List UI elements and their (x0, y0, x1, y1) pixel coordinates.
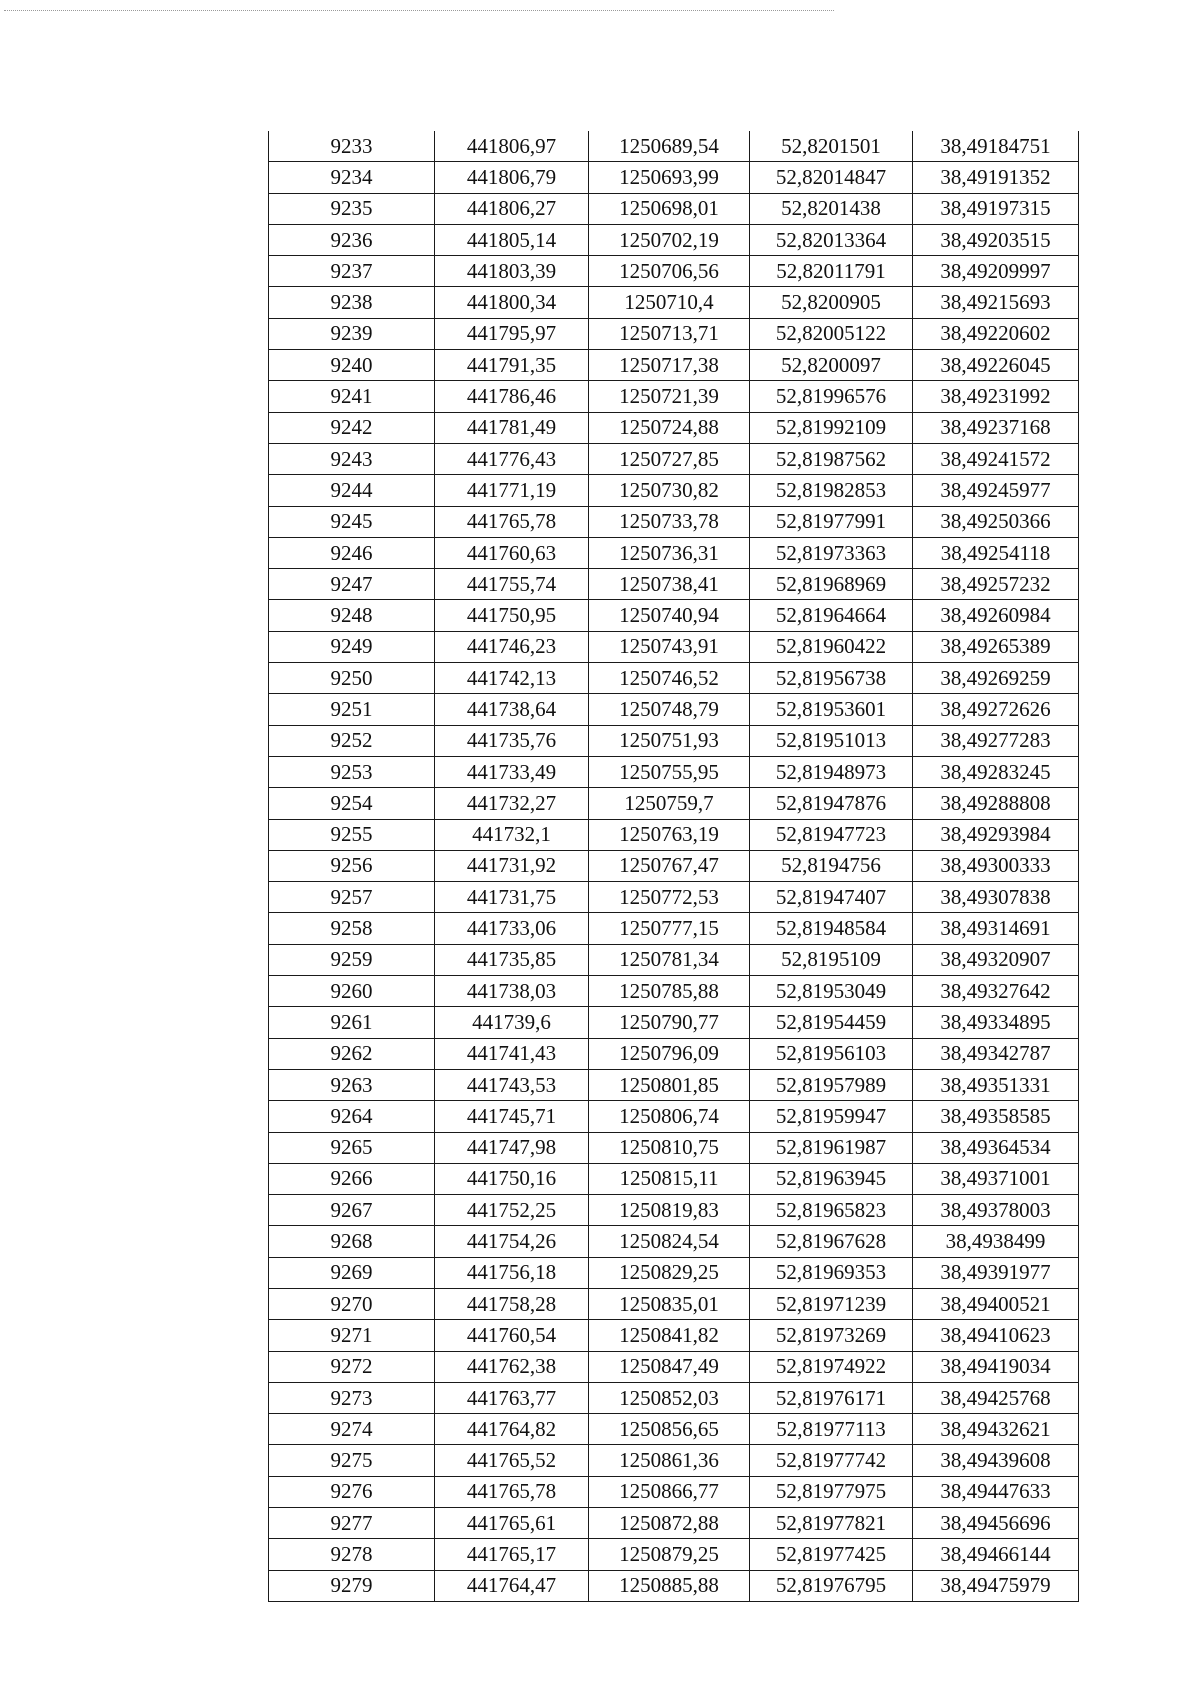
latitude-cell: 52,81987562 (750, 443, 913, 474)
point-number-cell: 9240 (269, 350, 435, 381)
y-coordinate-cell: 1250693,99 (589, 162, 750, 193)
x-coordinate-cell: 441763,77 (435, 1382, 589, 1413)
longitude-cell: 38,49410623 (913, 1320, 1079, 1351)
x-coordinate-cell: 441776,43 (435, 443, 589, 474)
table-row (269, 506, 1079, 537)
table-row (269, 412, 1079, 443)
longitude-cell: 38,49257232 (913, 569, 1079, 600)
point-number-cell: 9234 (269, 162, 435, 193)
x-coordinate-cell: 441750,16 (435, 1163, 589, 1194)
y-coordinate-cell: 1250710,4 (589, 287, 750, 318)
y-coordinate-cell: 1250724,88 (589, 412, 750, 443)
point-number-cell: 9268 (269, 1226, 435, 1257)
y-coordinate-cell: 1250746,52 (589, 663, 750, 694)
longitude-cell: 38,49293984 (913, 819, 1079, 850)
y-coordinate-cell: 1250733,78 (589, 506, 750, 537)
table-row (269, 475, 1079, 506)
longitude-cell: 38,49220602 (913, 318, 1079, 349)
point-number-cell: 9267 (269, 1195, 435, 1226)
latitude-cell: 52,81947723 (750, 819, 913, 850)
longitude-cell: 38,49371001 (913, 1163, 1079, 1194)
table-row (269, 1476, 1079, 1507)
y-coordinate-cell: 1250738,41 (589, 569, 750, 600)
y-coordinate-cell: 1250748,79 (589, 694, 750, 725)
y-coordinate-cell: 1250772,53 (589, 882, 750, 913)
latitude-cell: 52,81951013 (750, 725, 913, 756)
latitude-cell: 52,81959947 (750, 1101, 913, 1132)
y-coordinate-cell: 1250702,19 (589, 224, 750, 255)
point-number-cell: 9248 (269, 600, 435, 631)
latitude-cell: 52,8194756 (750, 850, 913, 881)
longitude-cell: 38,49241572 (913, 443, 1079, 474)
table-row (269, 1539, 1079, 1570)
x-coordinate-cell: 441803,39 (435, 256, 589, 287)
longitude-cell: 38,49237168 (913, 412, 1079, 443)
y-coordinate-cell: 1250819,83 (589, 1195, 750, 1226)
table-row (269, 318, 1079, 349)
table-row (269, 1508, 1079, 1539)
x-coordinate-cell: 441806,97 (435, 131, 589, 162)
x-coordinate-cell: 441771,19 (435, 475, 589, 506)
y-coordinate-cell: 1250861,36 (589, 1445, 750, 1476)
point-number-cell: 9245 (269, 506, 435, 537)
latitude-cell: 52,81947876 (750, 788, 913, 819)
y-coordinate-cell: 1250713,71 (589, 318, 750, 349)
latitude-cell: 52,81967628 (750, 1226, 913, 1257)
point-number-cell: 9244 (269, 475, 435, 506)
x-coordinate-cell: 441747,98 (435, 1132, 589, 1163)
latitude-cell: 52,81963945 (750, 1163, 913, 1194)
longitude-cell: 38,49245977 (913, 475, 1079, 506)
table-row (269, 600, 1079, 631)
latitude-cell: 52,81953049 (750, 976, 913, 1007)
longitude-cell: 38,49300333 (913, 850, 1079, 881)
point-number-cell: 9273 (269, 1382, 435, 1413)
y-coordinate-cell: 1250824,54 (589, 1226, 750, 1257)
point-number-cell: 9246 (269, 537, 435, 568)
table-row (269, 1351, 1079, 1382)
table-row (269, 381, 1079, 412)
table-row (269, 1570, 1079, 1601)
longitude-cell: 38,49425768 (913, 1382, 1079, 1413)
point-number-cell: 9252 (269, 725, 435, 756)
y-coordinate-cell: 1250835,01 (589, 1288, 750, 1319)
point-number-cell: 9274 (269, 1414, 435, 1445)
y-coordinate-cell: 1250785,88 (589, 976, 750, 1007)
longitude-cell: 38,49456696 (913, 1508, 1079, 1539)
longitude-cell: 38,49184751 (913, 131, 1079, 162)
table-row (269, 976, 1079, 1007)
table-row (269, 1163, 1079, 1194)
table-row (269, 1132, 1079, 1163)
latitude-cell: 52,81973269 (750, 1320, 913, 1351)
x-coordinate-cell: 441731,92 (435, 850, 589, 881)
latitude-cell: 52,81977113 (750, 1414, 913, 1445)
longitude-cell: 38,49400521 (913, 1288, 1079, 1319)
table-row (269, 224, 1079, 255)
longitude-cell: 38,49254118 (913, 537, 1079, 568)
latitude-cell: 52,81954459 (750, 1007, 913, 1038)
x-coordinate-cell: 441765,78 (435, 506, 589, 537)
y-coordinate-cell: 1250717,38 (589, 350, 750, 381)
latitude-cell: 52,8200905 (750, 287, 913, 318)
coordinate-table-body (269, 131, 1079, 1601)
point-number-cell: 9270 (269, 1288, 435, 1319)
y-coordinate-cell: 1250755,95 (589, 756, 750, 787)
x-coordinate-cell: 441742,13 (435, 663, 589, 694)
y-coordinate-cell: 1250736,31 (589, 537, 750, 568)
x-coordinate-cell: 441756,18 (435, 1257, 589, 1288)
longitude-cell: 38,49466144 (913, 1539, 1079, 1570)
latitude-cell: 52,81964664 (750, 600, 913, 631)
latitude-cell: 52,8201438 (750, 193, 913, 224)
latitude-cell: 52,81961987 (750, 1132, 913, 1163)
x-coordinate-cell: 441754,26 (435, 1226, 589, 1257)
point-number-cell: 9265 (269, 1132, 435, 1163)
longitude-cell: 38,49283245 (913, 756, 1079, 787)
coordinate-table (268, 131, 1079, 1602)
longitude-cell: 38,49307838 (913, 882, 1079, 913)
table-row (269, 1069, 1079, 1100)
point-number-cell: 9257 (269, 882, 435, 913)
x-coordinate-cell: 441733,06 (435, 913, 589, 944)
latitude-cell: 52,81976795 (750, 1570, 913, 1601)
latitude-cell: 52,81956738 (750, 663, 913, 694)
longitude-cell: 38,49265389 (913, 631, 1079, 662)
x-coordinate-cell: 441750,95 (435, 600, 589, 631)
latitude-cell: 52,81977991 (750, 506, 913, 537)
longitude-cell: 38,49320907 (913, 944, 1079, 975)
longitude-cell: 38,49447633 (913, 1476, 1079, 1507)
latitude-cell: 52,8200097 (750, 350, 913, 381)
x-coordinate-cell: 441738,03 (435, 976, 589, 1007)
longitude-cell: 38,49378003 (913, 1195, 1079, 1226)
point-number-cell: 9237 (269, 256, 435, 287)
longitude-cell: 38,49327642 (913, 976, 1079, 1007)
longitude-cell: 38,49419034 (913, 1351, 1079, 1382)
y-coordinate-cell: 1250829,25 (589, 1257, 750, 1288)
table-row (269, 1414, 1079, 1445)
y-coordinate-cell: 1250743,91 (589, 631, 750, 662)
x-coordinate-cell: 441764,47 (435, 1570, 589, 1601)
x-coordinate-cell: 441731,75 (435, 882, 589, 913)
table-row (269, 788, 1079, 819)
point-number-cell: 9278 (269, 1539, 435, 1570)
point-number-cell: 9258 (269, 913, 435, 944)
point-number-cell: 9272 (269, 1351, 435, 1382)
latitude-cell: 52,81957989 (750, 1069, 913, 1100)
table-row (269, 944, 1079, 975)
table-row (269, 537, 1079, 568)
y-coordinate-cell: 1250796,09 (589, 1038, 750, 1069)
table-row (269, 1101, 1079, 1132)
point-number-cell: 9236 (269, 224, 435, 255)
x-coordinate-cell: 441746,23 (435, 631, 589, 662)
point-number-cell: 9233 (269, 131, 435, 162)
table-row (269, 443, 1079, 474)
y-coordinate-cell: 1250852,03 (589, 1382, 750, 1413)
y-coordinate-cell: 1250781,34 (589, 944, 750, 975)
table-row (269, 350, 1079, 381)
x-coordinate-cell: 441764,82 (435, 1414, 589, 1445)
x-coordinate-cell: 441741,43 (435, 1038, 589, 1069)
y-coordinate-cell: 1250790,77 (589, 1007, 750, 1038)
y-coordinate-cell: 1250885,88 (589, 1570, 750, 1601)
table-row (269, 882, 1079, 913)
x-coordinate-cell: 441791,35 (435, 350, 589, 381)
x-coordinate-cell: 441758,28 (435, 1288, 589, 1319)
x-coordinate-cell: 441786,46 (435, 381, 589, 412)
x-coordinate-cell: 441752,25 (435, 1195, 589, 1226)
longitude-cell: 38,49226045 (913, 350, 1079, 381)
point-number-cell: 9279 (269, 1570, 435, 1601)
y-coordinate-cell: 1250767,47 (589, 850, 750, 881)
latitude-cell: 52,81948584 (750, 913, 913, 944)
x-coordinate-cell: 441800,34 (435, 287, 589, 318)
x-coordinate-cell: 441739,6 (435, 1007, 589, 1038)
table-row (269, 1445, 1079, 1476)
longitude-cell: 38,49197315 (913, 193, 1079, 224)
point-number-cell: 9259 (269, 944, 435, 975)
longitude-cell: 38,49314691 (913, 913, 1079, 944)
table-row (269, 725, 1079, 756)
point-number-cell: 9238 (269, 287, 435, 318)
point-number-cell: 9271 (269, 1320, 435, 1351)
table-row (269, 756, 1079, 787)
y-coordinate-cell: 1250689,54 (589, 131, 750, 162)
latitude-cell: 52,82013364 (750, 224, 913, 255)
y-coordinate-cell: 1250872,88 (589, 1508, 750, 1539)
y-coordinate-cell: 1250740,94 (589, 600, 750, 631)
scan-top-edge-line (4, 10, 834, 11)
y-coordinate-cell: 1250751,93 (589, 725, 750, 756)
x-coordinate-cell: 441732,27 (435, 788, 589, 819)
point-number-cell: 9275 (269, 1445, 435, 1476)
latitude-cell: 52,81969353 (750, 1257, 913, 1288)
table-row (269, 694, 1079, 725)
table-row (269, 1257, 1079, 1288)
x-coordinate-cell: 441733,49 (435, 756, 589, 787)
latitude-cell: 52,81948973 (750, 756, 913, 787)
y-coordinate-cell: 1250706,56 (589, 256, 750, 287)
latitude-cell: 52,81965823 (750, 1195, 913, 1226)
table-row (269, 631, 1079, 662)
x-coordinate-cell: 441743,53 (435, 1069, 589, 1100)
x-coordinate-cell: 441762,38 (435, 1351, 589, 1382)
latitude-cell: 52,81977975 (750, 1476, 913, 1507)
table-row (269, 1288, 1079, 1319)
point-number-cell: 9276 (269, 1476, 435, 1507)
latitude-cell: 52,81977821 (750, 1508, 913, 1539)
longitude-cell: 38,49288808 (913, 788, 1079, 819)
point-number-cell: 9260 (269, 976, 435, 1007)
y-coordinate-cell: 1250810,75 (589, 1132, 750, 1163)
longitude-cell: 38,49358585 (913, 1101, 1079, 1132)
point-number-cell: 9242 (269, 412, 435, 443)
latitude-cell: 52,81996576 (750, 381, 913, 412)
y-coordinate-cell: 1250801,85 (589, 1069, 750, 1100)
table-row (269, 131, 1079, 162)
y-coordinate-cell: 1250879,25 (589, 1539, 750, 1570)
latitude-cell: 52,81976171 (750, 1382, 913, 1413)
latitude-cell: 52,8195109 (750, 944, 913, 975)
table-row (269, 569, 1079, 600)
latitude-cell: 52,82011791 (750, 256, 913, 287)
longitude-cell: 38,49391977 (913, 1257, 1079, 1288)
point-number-cell: 9255 (269, 819, 435, 850)
table-row (269, 1320, 1079, 1351)
table-row (269, 1195, 1079, 1226)
point-number-cell: 9251 (269, 694, 435, 725)
point-number-cell: 9253 (269, 756, 435, 787)
table-row (269, 1007, 1079, 1038)
latitude-cell: 52,81953601 (750, 694, 913, 725)
table-row (269, 850, 1079, 881)
table-row (269, 1382, 1079, 1413)
latitude-cell: 52,82005122 (750, 318, 913, 349)
point-number-cell: 9262 (269, 1038, 435, 1069)
latitude-cell: 52,8201501 (750, 131, 913, 162)
latitude-cell: 52,81992109 (750, 412, 913, 443)
latitude-cell: 52,81947407 (750, 882, 913, 913)
x-coordinate-cell: 441760,54 (435, 1320, 589, 1351)
latitude-cell: 52,81960422 (750, 631, 913, 662)
y-coordinate-cell: 1250841,82 (589, 1320, 750, 1351)
latitude-cell: 52,81973363 (750, 537, 913, 568)
longitude-cell: 38,49231992 (913, 381, 1079, 412)
x-coordinate-cell: 441755,74 (435, 569, 589, 600)
x-coordinate-cell: 441735,85 (435, 944, 589, 975)
latitude-cell: 52,82014847 (750, 162, 913, 193)
latitude-cell: 52,81971239 (750, 1288, 913, 1319)
table-row (269, 1038, 1079, 1069)
x-coordinate-cell: 441765,61 (435, 1508, 589, 1539)
point-number-cell: 9261 (269, 1007, 435, 1038)
y-coordinate-cell: 1250815,11 (589, 1163, 750, 1194)
table-row (269, 663, 1079, 694)
y-coordinate-cell: 1250847,49 (589, 1351, 750, 1382)
point-number-cell: 9269 (269, 1257, 435, 1288)
table-row (269, 287, 1079, 318)
longitude-cell: 38,49260984 (913, 600, 1079, 631)
longitude-cell: 38,49209997 (913, 256, 1079, 287)
point-number-cell: 9264 (269, 1101, 435, 1132)
longitude-cell: 38,49191352 (913, 162, 1079, 193)
y-coordinate-cell: 1250721,39 (589, 381, 750, 412)
y-coordinate-cell: 1250698,01 (589, 193, 750, 224)
longitude-cell: 38,49203515 (913, 224, 1079, 255)
y-coordinate-cell: 1250730,82 (589, 475, 750, 506)
y-coordinate-cell: 1250866,77 (589, 1476, 750, 1507)
x-coordinate-cell: 441795,97 (435, 318, 589, 349)
x-coordinate-cell: 441765,78 (435, 1476, 589, 1507)
table-row (269, 162, 1079, 193)
longitude-cell: 38,49250366 (913, 506, 1079, 537)
x-coordinate-cell: 441735,76 (435, 725, 589, 756)
point-number-cell: 9241 (269, 381, 435, 412)
point-number-cell: 9277 (269, 1508, 435, 1539)
y-coordinate-cell: 1250727,85 (589, 443, 750, 474)
point-number-cell: 9256 (269, 850, 435, 881)
x-coordinate-cell: 441806,79 (435, 162, 589, 193)
x-coordinate-cell: 441738,64 (435, 694, 589, 725)
longitude-cell: 38,49277283 (913, 725, 1079, 756)
longitude-cell: 38,49269259 (913, 663, 1079, 694)
latitude-cell: 52,81974922 (750, 1351, 913, 1382)
y-coordinate-cell: 1250856,65 (589, 1414, 750, 1445)
longitude-cell: 38,49432621 (913, 1414, 1079, 1445)
point-number-cell: 9235 (269, 193, 435, 224)
y-coordinate-cell: 1250759,7 (589, 788, 750, 819)
table-row (269, 913, 1079, 944)
x-coordinate-cell: 441765,17 (435, 1539, 589, 1570)
latitude-cell: 52,81956103 (750, 1038, 913, 1069)
x-coordinate-cell: 441732,1 (435, 819, 589, 850)
latitude-cell: 52,81982853 (750, 475, 913, 506)
longitude-cell: 38,49439608 (913, 1445, 1079, 1476)
table-row (269, 193, 1079, 224)
latitude-cell: 52,81968969 (750, 569, 913, 600)
y-coordinate-cell: 1250777,15 (589, 913, 750, 944)
x-coordinate-cell: 441805,14 (435, 224, 589, 255)
point-number-cell: 9250 (269, 663, 435, 694)
table-row (269, 819, 1079, 850)
point-number-cell: 9254 (269, 788, 435, 819)
x-coordinate-cell: 441745,71 (435, 1101, 589, 1132)
point-number-cell: 9249 (269, 631, 435, 662)
latitude-cell: 52,81977425 (750, 1539, 913, 1570)
longitude-cell: 38,49272626 (913, 694, 1079, 725)
longitude-cell: 38,49215693 (913, 287, 1079, 318)
table-row (269, 256, 1079, 287)
longitude-cell: 38,49334895 (913, 1007, 1079, 1038)
point-number-cell: 9263 (269, 1069, 435, 1100)
x-coordinate-cell: 441760,63 (435, 537, 589, 568)
y-coordinate-cell: 1250763,19 (589, 819, 750, 850)
table-row (269, 1226, 1079, 1257)
longitude-cell: 38,49342787 (913, 1038, 1079, 1069)
longitude-cell: 38,4938499 (913, 1226, 1079, 1257)
point-number-cell: 9247 (269, 569, 435, 600)
x-coordinate-cell: 441806,27 (435, 193, 589, 224)
x-coordinate-cell: 441765,52 (435, 1445, 589, 1476)
longitude-cell: 38,49364534 (913, 1132, 1079, 1163)
longitude-cell: 38,49475979 (913, 1570, 1079, 1601)
x-coordinate-cell: 441781,49 (435, 412, 589, 443)
point-number-cell: 9243 (269, 443, 435, 474)
point-number-cell: 9266 (269, 1163, 435, 1194)
latitude-cell: 52,81977742 (750, 1445, 913, 1476)
y-coordinate-cell: 1250806,74 (589, 1101, 750, 1132)
longitude-cell: 38,49351331 (913, 1069, 1079, 1100)
point-number-cell: 9239 (269, 318, 435, 349)
